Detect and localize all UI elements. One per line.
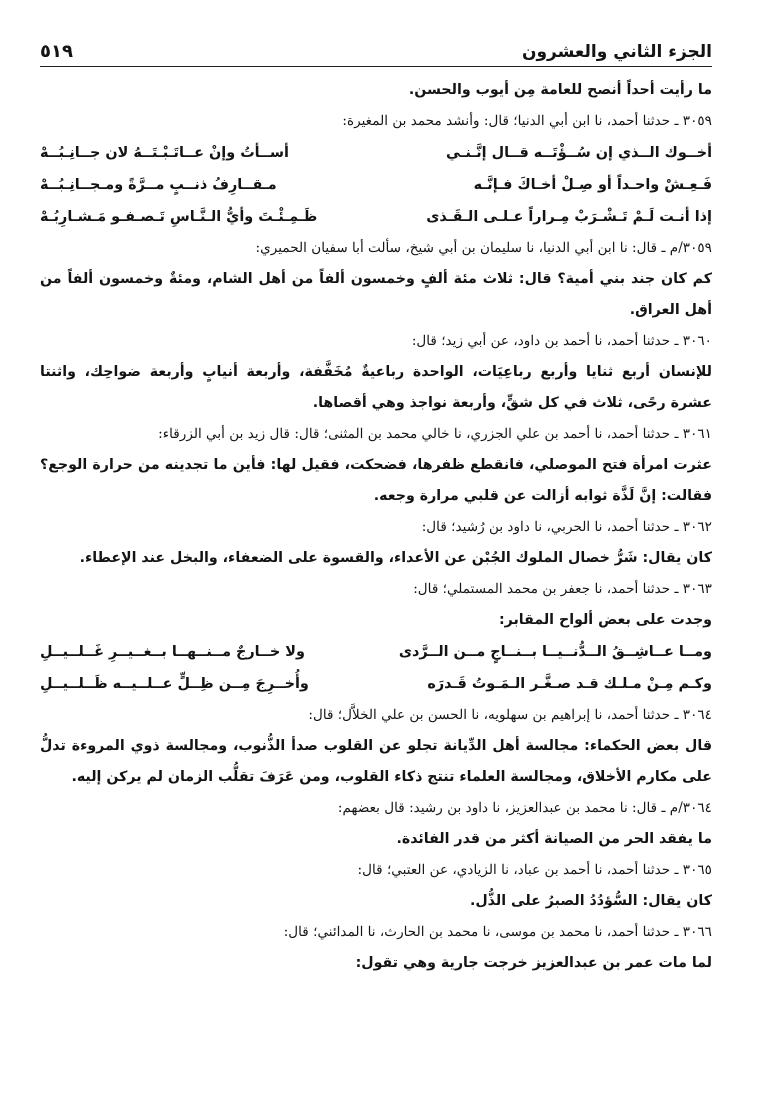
verse-first-hemistich: فَـعِـشْ واحـداً أو صِـلْ أخـاكَ فـإنَّـه (473, 177, 712, 193)
verse-line (40, 137, 712, 169)
book-page (40, 28, 712, 1100)
verse-second-hemistich: وأُخــرِجَ مِــن ظِــلٍّ عــلــيــه ظَــلــيــلِ (40, 676, 309, 692)
verse-first-hemistich: أخــوك الــذي إن سُــؤْتَــه قــال إنَّـنـي (445, 145, 712, 161)
header-rule (40, 66, 712, 67)
verse-line (40, 636, 712, 668)
page-number: ٥١٩ (40, 41, 73, 62)
isnad-3065: ٣٠٦٥ ـ حدثنا أحمد، نا أحمد بن عباد، نا الزيادي، عن العتبي؛ قال: (357, 862, 712, 878)
paragraph-umayyad-army: كم كان جند بني أمية؟ قال: ثلاث مئة ألفٍ وخمسون ألفاً من أهل الشام، ومئةٌ وخمسون ألفاً من أهل العراق. (40, 271, 712, 318)
page-body (40, 75, 712, 979)
isnad-3066: ٣٠٦٦ ـ حدثنا أحمد، نا محمد بن موسى، نا محمد بن الحارث، نا المدائني؛ قال: (283, 924, 712, 940)
verse-line (40, 169, 712, 201)
isnad-3062: ٣٠٦٢ ـ حدثنا أحمد، نا الحربي، نا داود بن رُشيد؛ قال: (421, 519, 712, 535)
verse-second-hemistich: أســأتُ وإنْ عــاتَـبْـتَــهُ لان جــانِـبُــهْ (40, 145, 289, 161)
verse-first-hemistich: إذا أنـت لَـمْ تَـشْـرَبْ مِـراراً عـلـى الـقَـذى (426, 209, 712, 225)
isnad-3060: ٣٠٦٠ ـ حدثنا أحمد، نا أحمد بن داود، عن أبي زيد؛ قال: (411, 333, 712, 349)
verse-first-hemistich: ومــا عــاشِــقُ الــدُّنــيــا بــنــاجٍ مــن الــرَّدى (398, 644, 712, 660)
verse-line (40, 668, 712, 700)
verse-second-hemistich: مـقــارِفُ ذنــبٍ مــرَّةً ومـجــانِـبُــهْ (40, 177, 277, 193)
paragraph-free-man: ما يفقد الحر من الصيانة أكثر من قدر الفائدة. (396, 831, 712, 847)
isnad-3059m: ٣٠٥٩/م ـ قال: نا ابن أبي الدنيا، نا سليمان بن أبي شيخ، سألت أبا سفيان الحميري: (255, 240, 712, 256)
paragraph-sovereignty: كان يقال: السُّؤدُدُ الصبرُ على الذُّل. (469, 893, 712, 909)
verse-second-hemistich: ظَـمِـئْـتَ وأيُّ الـنَّـاسِ تَـصـفـو مَـشـارِبُـهْ (40, 209, 318, 225)
paragraph-statement: ما رأيت أحداً أنصح للعامة مِن أيوب والحسن. (408, 82, 712, 98)
page-header (40, 28, 712, 62)
verse-line (40, 201, 712, 233)
isnad-3064m: ٣٠٦٤/م ـ قال: نا محمد بن عبدالعزيز، نا داود بن رشيد: قال بعضهم: (337, 800, 712, 816)
isnad-3059: ٣٠٥٩ ـ حدثنا أحمد، نا ابن أبي الدنيا؛ قال: وأنشد محمد بن المغيرة: (342, 113, 712, 129)
verse-first-hemistich: وكـم مِـنْ مـلـك قـد صـغَّـر الـمَـوتُ قَـدرَه (427, 676, 712, 692)
running-title: الجزء الثاني والعشرون (521, 42, 712, 62)
verse-second-hemistich: ولا خــارجٌ مــنــهــا بــغــيــرِ غَــلــيــلِ (40, 644, 305, 660)
isnad-3061: ٣٠٦١ ـ حدثنا أحمد، نا أحمد بن علي الجزري، نا خالي محمد بن المثنى؛ قال: قال زيد بن أبي الزرقاء: (158, 426, 712, 442)
isnad-3064: ٣٠٦٤ ـ حدثنا أحمد، نا إبراهيم بن سهلويه، نا الحسن بن علي الخلاَّل؛ قال: (308, 707, 712, 723)
isnad-3063: ٣٠٦٣ ـ حدثنا أحمد، نا جعفر بن محمد المستملي؛ قال: (413, 581, 712, 597)
paragraph-teeth: للإنسان أربع ثنايا وأربع رباعِيَات، الواحدة رباعيةٌ مُخَفَّفة، وأربعة أنيابٍ وأربعة ضواحِك، واثنتا عشرة رحًى، ثلاث في كل شقٍّ، وأربعة نواجذ وهي أقصاها. (40, 364, 712, 411)
paragraph-umar-death: لما مات عمر بن عبدالعزيز خرجت جارية وهي تقول: (355, 955, 712, 971)
paragraph-tomb-tablets: وجدت على بعض ألواح المقابر: (498, 612, 712, 628)
paragraph-kings-traits: كان يقال: شَرُّ خصال الملوك الجُبْن عن الأعداء، والقسوة على الضعفاء، والبخل عند الإعطاء. (79, 550, 712, 566)
paragraph-wise-sayings: قال بعض الحكماء: مجالسة أهل الدِّيانة تجلو عن القلوب صدأ الذُّنوب، ومجالسة ذوي المروءة تدلُّ على مكارم الأخلاق، ومجالسة العلماء تنتج ذكاء القلوب، ومن عَرَفَ تقلُّب الزمان لم يركن إليه. (40, 738, 712, 785)
paragraph-fath-wife: عثرت امرأة فتح الموصلي، فانقطع ظفرها، فضحكت، فقيل لها: فأين ما تجدينه من حرارة الوجع؟ فقالت: إنَّ لَذَّة ثوابه أزالت عن قلبي مرارة وجعه. (40, 457, 712, 504)
